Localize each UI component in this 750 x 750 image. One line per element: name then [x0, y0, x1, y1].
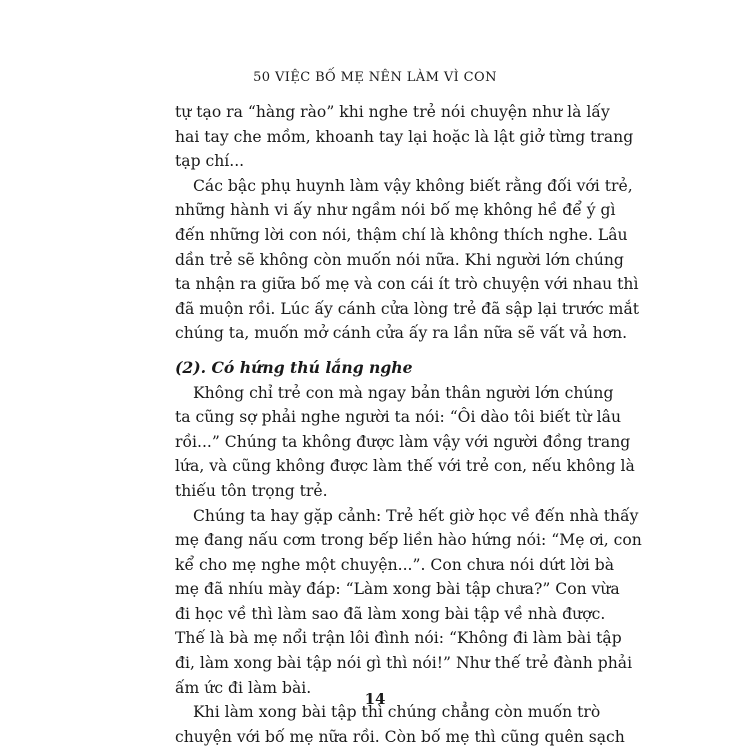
page-number: 14 [364, 690, 386, 708]
text-line: đã muộn rồi. Lúc ấy cánh cửa lòng trẻ đã sập lại trước mắt [175, 299, 640, 318]
paragraph-2 [175, 174, 640, 346]
text-line: lứa, và cũng không được làm thế với trẻ con, nếu không là [175, 457, 635, 476]
text-line: những hành vi ấy như ngầm nói bố mẹ không hề để ý gì [175, 201, 616, 220]
text-line: thiếu tôn trọng trẻ. [175, 481, 328, 500]
text-line: ta nhận ra giữa bố mẹ và con cái ít trò chuyện với nhau thì [175, 275, 639, 294]
text-line: đi, làm xong bài tập nói gì thì nói!” Như thế trẻ đành phải [175, 654, 633, 673]
text-line: tạp chí... [175, 152, 245, 171]
text-line: mẹ đã nhíu mày đáp: “Làm xong bài tập chưa?” Con vừa [175, 580, 620, 599]
text-line: dần trẻ sẽ không còn muốn nói nữa. Khi người lớn chúng [175, 250, 624, 269]
paragraph-4 [175, 504, 642, 701]
text-line: Không chỉ trẻ con mà ngay bản thân người lớn chúng [193, 383, 614, 402]
text-line: Khi làm xong bài tập thì chúng chẳng còn muốn trò [193, 703, 601, 722]
text-line: kể cho mẹ nghe một chuyện...”. Con chưa nói dứt lời bà [175, 555, 615, 574]
text-line: Các bậc phụ huynh làm vậy không biết rằng đối với trẻ, [193, 176, 633, 195]
section-subheading: (2). Có hứng thú lắng nghe [175, 357, 413, 377]
text-line: đến những lời con nói, thậm chí là không thích nghe. Lâu [175, 225, 628, 244]
text-line: rồi...” Chúng ta không được làm vậy với người đồng trang [175, 432, 631, 451]
body-text [175, 100, 642, 749]
text-line: tự tạo ra “hàng rào” khi nghe trẻ nói chuyện như là lấy [175, 103, 610, 121]
paragraph-3 [175, 381, 635, 504]
text-line: đi học về thì làm sao đã làm xong bài tập về nhà được. [175, 604, 606, 623]
text-line: chúng ta, muốn mở cánh cửa ấy ra lần nữa sẽ vất vả hơn. [175, 324, 628, 343]
running-header: 50 VIỆC BỐ MẸ NÊN LÀM VÌ CON [253, 70, 497, 85]
text-line: mẹ đang nấu cơm trong bếp liền hào hứng nói: “Mẹ ơi, con [175, 531, 642, 550]
text-line: ta cũng sợ phải nghe người ta nói: “Ôi dào tôi biết từ lâu [175, 408, 621, 427]
text-line: Chúng ta hay gặp cảnh: Trẻ hết giờ học về đến nhà thấy [193, 506, 639, 525]
text-line: hai tay che mồm, khoanh tay lại hoặc là lật giở từng trang [175, 127, 634, 146]
text-line: ấm ức đi làm bài. [175, 678, 312, 697]
paragraph-1 [175, 100, 634, 174]
text-line: Thế là bà mẹ nổi trận lôi đình nói: “Không đi làm bài tập [175, 629, 622, 648]
text-line: chuyện với bố mẹ nữa rồi. Còn bố mẹ thì cũng quên sạch [175, 727, 625, 746]
